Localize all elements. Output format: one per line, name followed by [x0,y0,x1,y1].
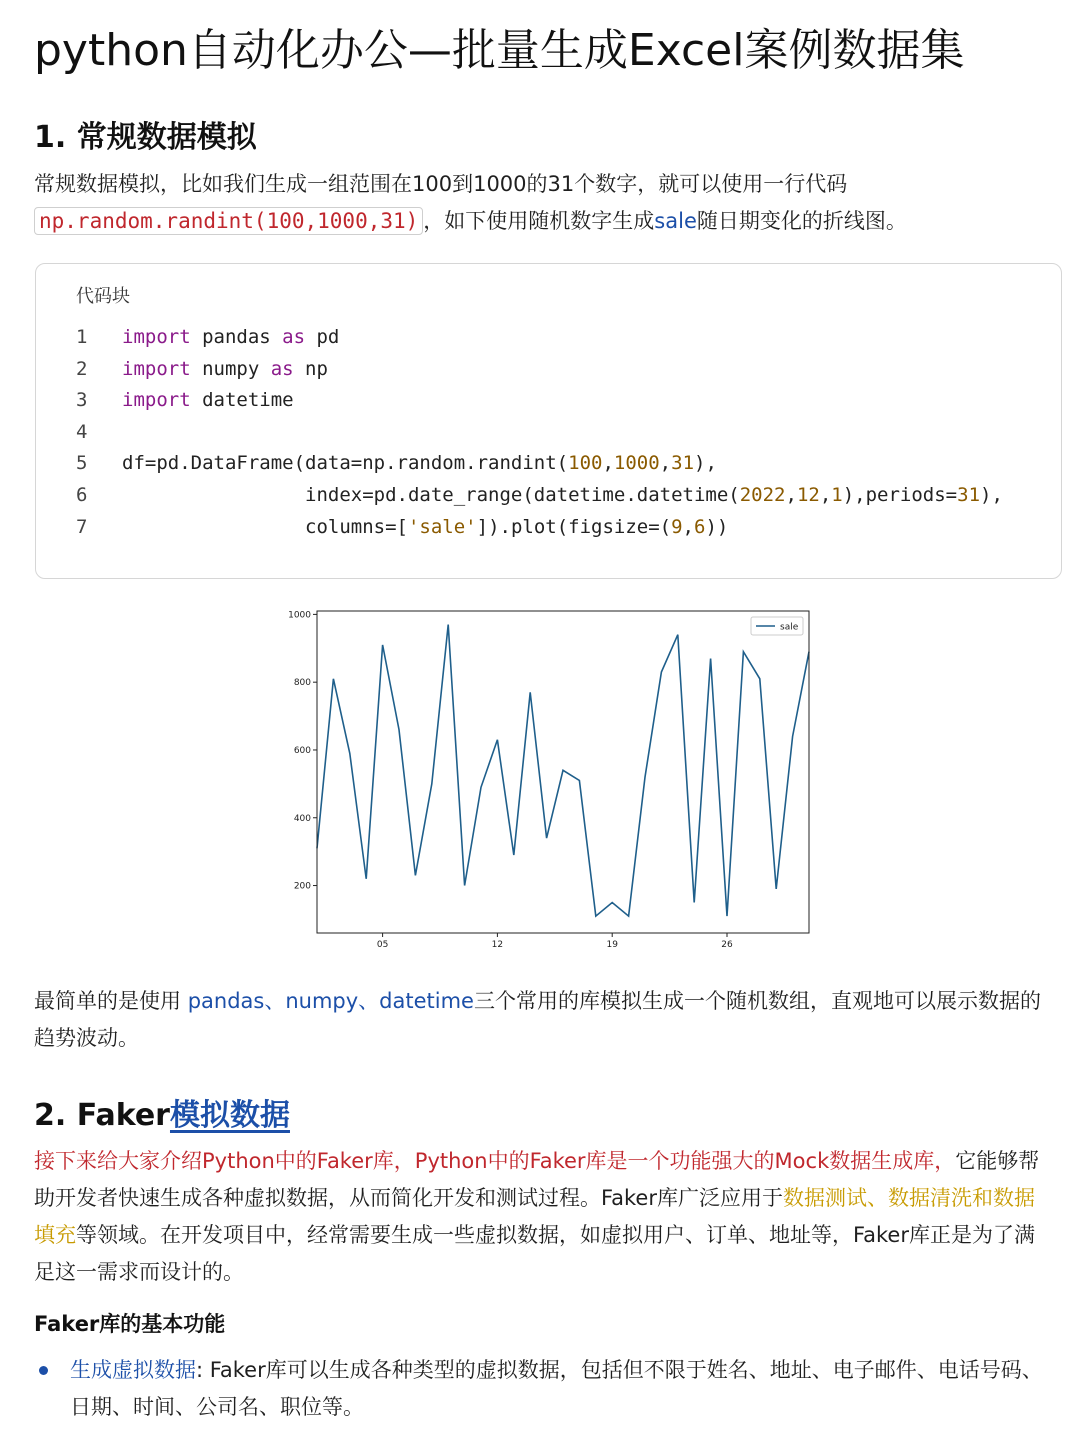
intro-text-1: 常规数据模拟，比如我们生成一组范围在100到1000的31个数字，就可以使用一行代码 [34,172,848,196]
intro-highlight: sale [654,209,697,233]
inline-code: np.random.randint(100,1000,31) [34,207,423,235]
line-number: 7 [76,515,88,538]
line-number: 4 [76,420,88,443]
x-tick-label: 12 [491,940,504,950]
summary-text-1: 最简单的是使用 [34,989,188,1013]
series-line [317,622,809,917]
chart-svg [285,603,820,953]
bullet-text: : Faker库可以生成各种类型的虚拟数据，包括但不限于姓名、地址、电子邮件、电话号码、日期、时间、公司名、职位等。 [70,1358,1043,1419]
summary-text-2: 三个常用的库模拟生成一个随机数组，直观地可以展示数据的趋势波动。 [34,989,1041,1050]
code-line: 7 columns=['sale']).plot(figsize=(9,6)) [76,512,1003,544]
code-line [76,417,1003,449]
code-line: 6 index=pd.date_range(datetime.datetime(2022,12,1),periods=31), [76,480,1003,512]
code-line: 2 import numpy as np [76,354,1003,386]
section2-heading-text: 2. Faker [34,1098,170,1133]
page-title: python自动化办公—批量生成Excel案例数据集 [34,25,965,76]
line-number: 3 [76,389,88,412]
y-tick-label: 600 [293,745,311,756]
y-tick-label: 400 [293,813,311,824]
x-tick-label: 05 [376,940,389,950]
section2-heading-link[interactable]: 模拟数据 [169,1098,290,1133]
legend-label: sale [780,622,799,633]
code-line: 3 import datetime [76,385,1003,417]
paragraph-red: 接下来给大家介绍Python中的Faker库，Python中的Faker库是一个功能强大的Mock数据生成库， [34,1149,956,1173]
section2-paragraph [34,1143,1054,1291]
intro-text-3: 随日期变化的折线图。 [696,209,907,233]
feature-list [34,1352,1054,1426]
summary-libs: pandas、numpy、datetime [187,989,474,1013]
x-tick-label: 19 [606,940,618,950]
intro-text-2: ，如下使用随机数字生成 [423,209,655,233]
list-item [34,1352,1054,1426]
bullet-label: 生成虚拟数据 [70,1358,196,1382]
paragraph-text-b: 等领域。在开发项目中，经常需要生成一些虚拟数据，如虚拟用户、订单、地址等，Faker库正是为了满足这一需求而设计的。 [34,1223,1035,1284]
line-number: 6 [76,483,88,506]
line-number: 1 [76,326,88,348]
line-number: 5 [76,452,88,475]
code-line: 5 df=pd.DataFrame(data=np.random.randint(100,1000,31), [76,448,1003,480]
section2-heading [34,1090,290,1134]
code-caption: 代码块 [76,286,130,307]
x-tick-label: 26 [721,940,733,950]
y-tick-label: 1000 [288,610,311,621]
paragraph-gold: 数据测试、数据清洗和数据填充 [34,1186,1035,1247]
faker-subheading: Faker库的基本功能 [34,1312,226,1336]
paragraph-text-a: 它能够帮助开发者快速生成各种虚拟数据，从而简化开发和测试过程。Faker库广泛应用于 [34,1149,1040,1210]
code-line: 1 import pandas as pd [76,322,1003,354]
section1-summary [34,983,1054,1057]
bullet-dot [39,1366,48,1375]
section1-intro [34,166,1054,240]
code-lines [76,322,1003,543]
code-block [35,263,1062,579]
section1-heading: 1. 常规数据模拟 [34,120,257,155]
y-tick-label: 200 [293,881,311,892]
line-chart [285,603,820,953]
line-number: 2 [76,357,88,380]
y-tick-label: 800 [293,678,311,689]
